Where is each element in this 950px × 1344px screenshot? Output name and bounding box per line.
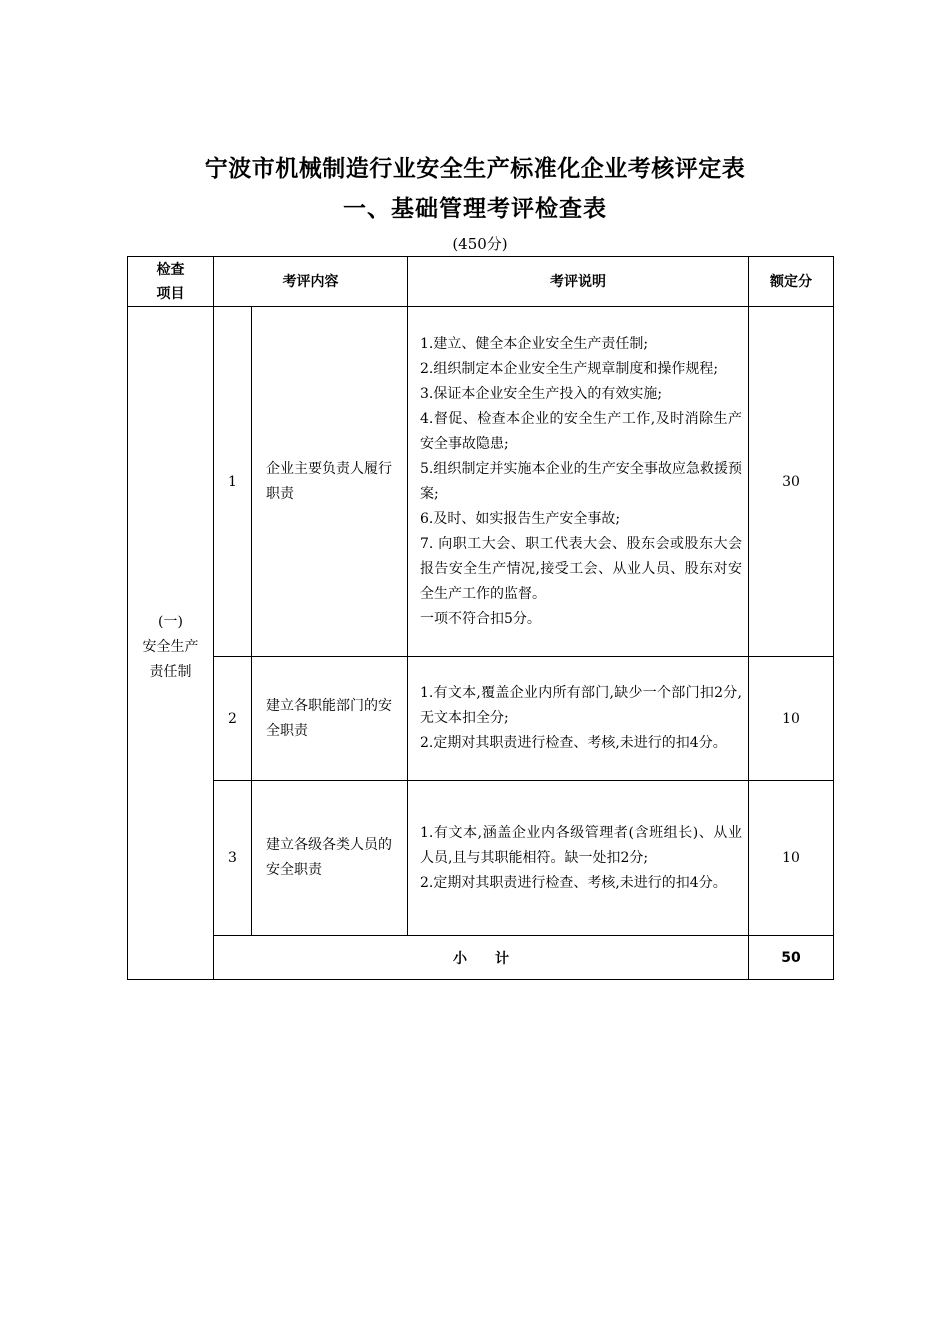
row-content: 建立各职能部门的安全职责: [252, 657, 408, 781]
row-number: 3: [214, 781, 252, 936]
assessment-table: [127, 256, 834, 980]
row-points: 30: [749, 307, 834, 657]
row-description: 1.建立、健全本企业安全生产责任制; 2.组织制定本企业安全生产规章制度和操作规程; 3.保证本企业安全生产投入的有效实施; 4.督促、检查本企业的安全生产工作,及时消除生产安全事故隐患; 5.组织制定并实施本企业的生产安全事故应急救援预案; 6.及时、如实报告生产安全事故; 7. 向职工大会、职工代表大会、股东会或股东大会报告安全生产情况,接受工会、从业人员、股东对安全生产工作的监督。 一项不符合扣5分。: [408, 307, 749, 657]
subtotal-points: 50: [749, 936, 834, 980]
row-content: 建立各级各类人员的安全职责: [252, 781, 408, 936]
table-row: [128, 781, 834, 936]
header-item: 检查 项目: [128, 257, 214, 307]
section-title: 一、基础管理考评检查表: [343, 196, 607, 222]
row-description: 1.有文本,涵盖企业内各级管理者(含班组长)、从业人员,且与其职能相符。缺一处扣2分; 2.定期对其职责进行检查、考核,未进行的扣4分。: [408, 781, 749, 936]
row-number: 2: [214, 657, 252, 781]
document-title: 宁波市机械制造行业安全生产标准化企业考核评定表: [204, 156, 746, 182]
header-description: 考评说明: [408, 257, 749, 307]
table-header-row: [128, 257, 834, 307]
subtotal-label: 小 计: [214, 936, 749, 980]
category-cell: (一) 安全生产 责任制: [128, 307, 214, 980]
row-number: 1: [214, 307, 252, 657]
header-content: 考评内容: [214, 257, 408, 307]
row-content: 企业主要负责人履行职责: [252, 307, 408, 657]
table-row: [128, 307, 834, 657]
subtotal-row: [128, 936, 834, 980]
table-row: [128, 657, 834, 781]
row-points: 10: [749, 781, 834, 936]
total-points: (450分): [452, 235, 508, 253]
header-points: 额定分: [749, 257, 834, 307]
row-points: 10: [749, 657, 834, 781]
row-description: 1.有文本,覆盖企业内所有部门,缺少一个部门扣2分,无文本扣全分; 2.定期对其职责进行检查、考核,未进行的扣4分。: [408, 657, 749, 781]
